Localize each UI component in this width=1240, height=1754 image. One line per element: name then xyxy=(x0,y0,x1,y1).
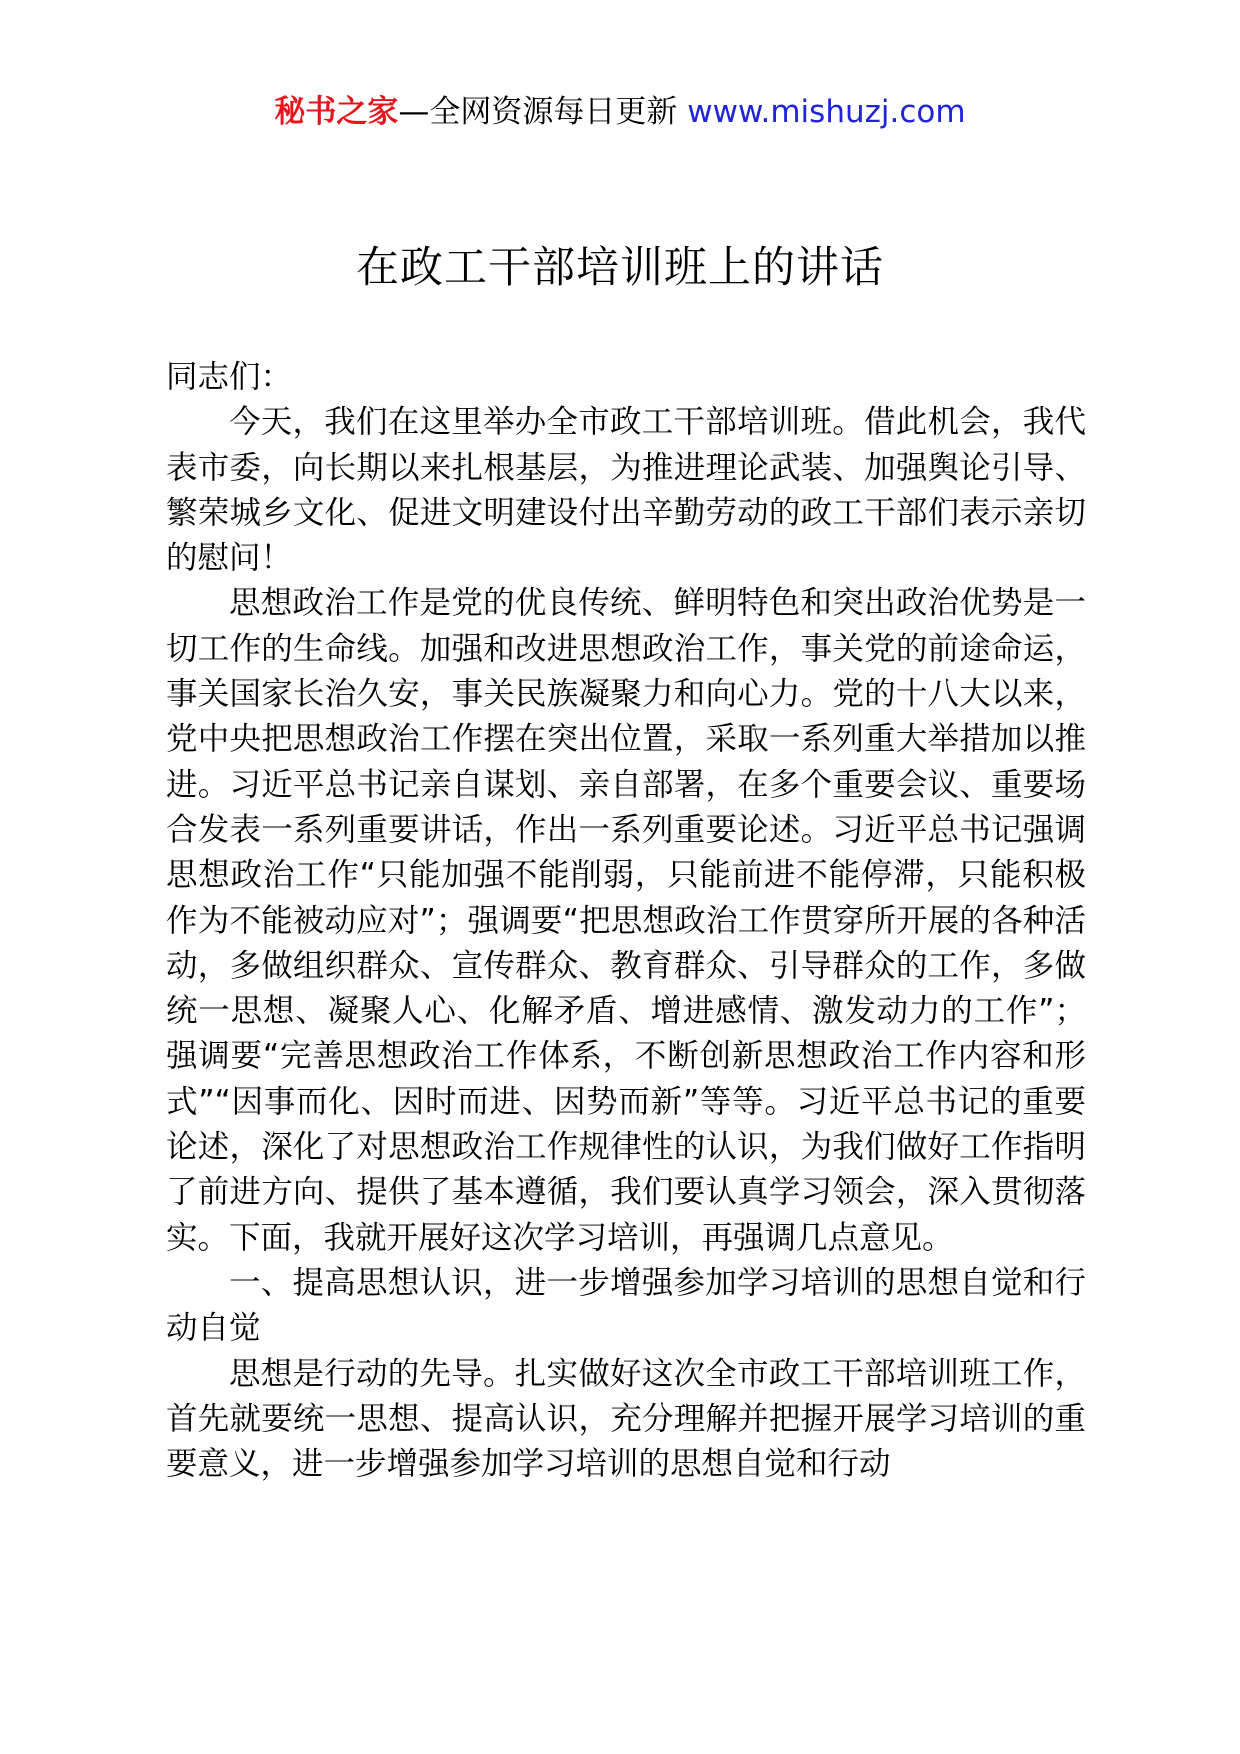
section-heading-1: 一、提高思想认识，进一步增强参加学习培训的思想自觉和行动自觉 xyxy=(166,1264,1086,1347)
header-tagline: —全网资源每日更新 xyxy=(398,94,688,130)
paragraph-importance: 思想政治工作是党的优良传统、鲜明特色和突出政治优势是一切工作的生命线。加强和改进思想政治工作，事关党的前途命运，事关国家长治久安，事关民族凝聚力和向心力。党的十八大以来，党中央把思想政治工作摆在突出位置，采取一系列重大举措加以推进。习近平总书记亲自谋划、亲自部署，在多个重要会议、重要场合发表一系列重要讲话，作出一系列重要论述。习近平总书记强调思想政治工作“只能加强不能削弱，只能前进不能停滞，只能积极作为不能被动应对”；强调要“把思想政治工作贯穿所开展的各种活动，多做组织群众、宣传群众、教育群众、引导群众的工作，多做统一思想、凝聚人心、化解矛盾、增进感情、激发动力的工作”；强调要“完善思想政治工作体系，不断创新思想政治工作内容和形式”“因事而化、因时而进、因势而新”等等。习近平总书记的重要论述，深化了对思想政治工作规律性的认识，为我们做好工作指明了前进方向、提供了基本遵循，我们要认真学习领会，深入贯彻落实。下面，我就开展好这次学习培训，再强调几点意见。 xyxy=(166,585,1086,1256)
site-header xyxy=(0,92,1240,132)
document-body xyxy=(166,355,1086,1487)
brand-name: 秘书之家 xyxy=(274,94,399,130)
site-url-link[interactable]: www.mishuzj.com xyxy=(687,94,966,130)
paragraph-opening: 今天，我们在这里举办全市政工干部培训班。借此机会，我代表市委，向长期以来扎根基层，为推进理论武装、加强舆论引导、繁荣城乡文化、促进文明建设付出辛勤劳动的政工干部们表示亲切的慰问！ xyxy=(166,404,1086,577)
salutation: 同志们： xyxy=(166,359,293,395)
paragraph-section-1: 思想是行动的先导。扎实做好这次全市政工干部培训班工作，首先就要统一思想、提高认识，充分理解并把握开展学习培训的重要意义，进一步增强参加学习培训的思想自觉和行动 xyxy=(166,1355,1086,1483)
document-title: 在政工干部培训班上的讲话 xyxy=(356,243,884,293)
